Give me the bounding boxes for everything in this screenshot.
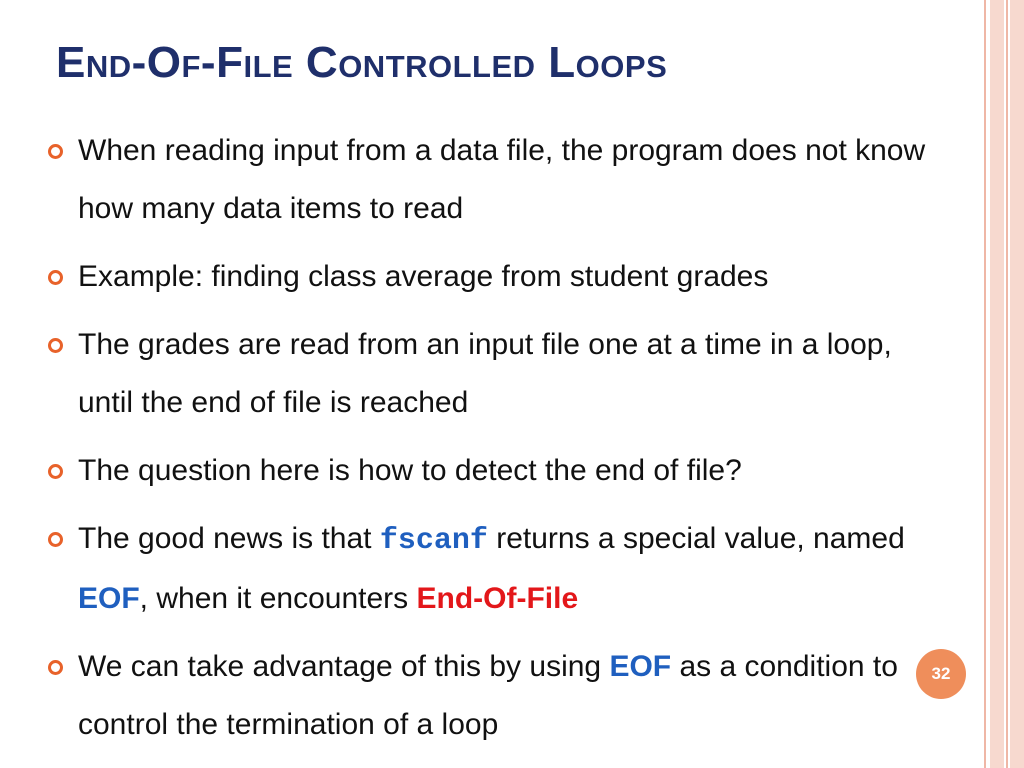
bullet-circle-icon: [48, 464, 63, 479]
page-number-badge: 32: [916, 649, 966, 699]
bullet-text-part: The good news is that: [78, 522, 380, 555]
bullet-item: [48, 248, 928, 306]
bullet-circle-icon: [48, 144, 63, 159]
bullet-text: The question here is how to detect the end of file?: [78, 454, 742, 487]
bullet-text-part: , when it encounters: [139, 582, 417, 615]
bullet-item: [48, 442, 928, 500]
stripe-band: [1010, 0, 1024, 768]
bullet-text: When reading input from a data file, the program does not know how many data items to read: [78, 134, 926, 225]
stripe-line: [984, 0, 986, 768]
end-of-file-highlight: End-Of-File: [416, 582, 579, 615]
eof-keyword: EOF: [78, 582, 140, 615]
bullet-item: [48, 638, 928, 754]
code-keyword-fscanf: fscanf: [379, 524, 488, 558]
bullet-text-part: as a condition to control the termination of a loop: [78, 650, 898, 741]
bullet-circle-icon: [48, 338, 63, 353]
eof-keyword: EOF: [609, 650, 672, 683]
bullet-circle-icon: [48, 532, 63, 547]
bullet-text-part: We can take advantage of this by using: [78, 650, 610, 683]
side-decoration-stripes: [984, 0, 1024, 768]
bullet-list: [48, 122, 928, 764]
bullet-circle-icon: [48, 270, 63, 285]
stripe-line: [1006, 0, 1008, 768]
slide-title: End-Of-File Controlled Loops: [56, 38, 668, 87]
bullet-item: [48, 316, 928, 432]
bullet-item: [48, 510, 928, 628]
bullet-text: Example: finding class average from student grades: [78, 260, 769, 293]
bullet-text-part: returns a special value, named: [487, 522, 905, 555]
bullet-text: The grades are read from an input file one at a time in a loop, until the end of file is reached: [78, 328, 892, 419]
bullet-circle-icon: [48, 660, 63, 675]
stripe-band: [990, 0, 1004, 768]
bullet-item: [48, 122, 928, 238]
